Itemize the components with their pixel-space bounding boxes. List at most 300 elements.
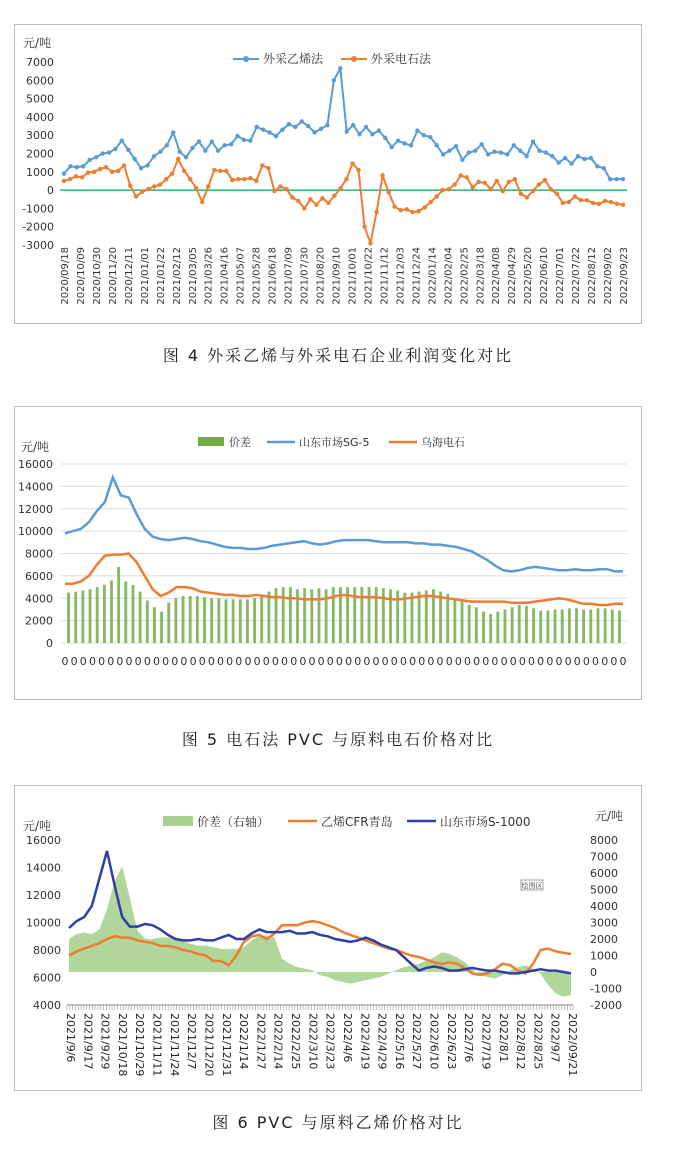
fig4-point-1 — [116, 169, 120, 173]
fig5-x-tick-label: 0 — [372, 655, 380, 668]
fig4-point-0 — [512, 143, 516, 147]
fig5-x-tick-label: 0 — [152, 655, 160, 668]
fig5-bar — [475, 607, 478, 643]
fig4-point-1 — [501, 189, 505, 193]
fig4-x-tick-label: 2022/02/25 — [459, 247, 471, 305]
fig4-point-0 — [325, 123, 329, 127]
fig5-x-tick-label: 0 — [162, 655, 170, 668]
fig4-point-0 — [152, 154, 156, 158]
fig5-x-tick-label: 0 — [335, 655, 343, 668]
fig4-point-0 — [203, 149, 207, 153]
fig5-x-tick-label: 0 — [445, 655, 453, 668]
fig6-x-tick-label: 2022/4/29 — [375, 1013, 389, 1070]
fig6-x-tick-label: 2021/9/17 — [81, 1013, 95, 1070]
fig4-point-0 — [524, 154, 528, 158]
fig4-point-0 — [197, 139, 201, 143]
fig4-point-0 — [235, 134, 239, 138]
fig6-y-tick-label-right: 8000 — [590, 834, 618, 847]
fig4-point-1 — [62, 179, 66, 183]
fig4-x-tick-label: 2021/05/07 — [235, 247, 247, 305]
fig4-point-1 — [86, 171, 90, 175]
fig6-x-tick-label: 2022/4/19 — [358, 1013, 372, 1070]
fig4-point-0 — [132, 157, 136, 161]
fig4-point-1 — [302, 206, 306, 210]
fig4-panel — [14, 24, 642, 324]
fig6-y-tick-label-right: 7000 — [590, 850, 618, 864]
fig4-caption: 图 4 外采乙烯与外采电石企业利润变化对比 — [162, 346, 514, 365]
fig4-point-0 — [608, 177, 612, 181]
fig5-x-tick-label: 0 — [463, 655, 471, 668]
fig4-point-0 — [563, 156, 567, 160]
fig4-point-1 — [158, 182, 162, 186]
fig4-point-1 — [398, 208, 402, 212]
fig5-legend-label-1: 山东市场SG-5 — [299, 436, 370, 449]
fig4-point-1 — [567, 200, 571, 204]
fig4-point-1 — [603, 199, 607, 203]
fig5-bar — [461, 602, 464, 643]
fig4-point-1 — [416, 209, 420, 213]
fig6-y-tick-label-right: 2000 — [590, 933, 618, 946]
fig5-bar — [511, 607, 514, 643]
fig4-point-1 — [386, 190, 390, 194]
fig5-x-tick-label: 0 — [134, 655, 142, 668]
fig4-point-0 — [229, 142, 233, 146]
fig4-point-1 — [182, 169, 186, 173]
fig4-y-tick-label: 3000 — [26, 129, 54, 143]
fig4-point-0 — [75, 165, 79, 169]
fig4-x-tick-label: 2021/03/26 — [203, 247, 215, 305]
fig4-point-1 — [110, 170, 114, 174]
fig5-series-line-2 — [65, 554, 623, 606]
fig4-point-1 — [549, 187, 553, 191]
fig4-point-1 — [254, 179, 258, 183]
fig4-x-tick-label: 2021/02/12 — [171, 247, 183, 305]
fig4-point-0 — [107, 150, 111, 154]
fig6-x-tick-label: 2021/11/24 — [167, 1013, 181, 1077]
fig6-y-tick-label-right: -1000 — [590, 982, 622, 996]
fig5-caption: 图 5 电石法 PVC 与原料电石价格对比 — [181, 730, 495, 749]
fig5-series-line-1 — [65, 477, 623, 571]
fig4-x-tick-label: 2022/07/22 — [571, 247, 583, 305]
fig5-x-tick-label: 0 — [180, 655, 188, 668]
fig5-bar — [253, 598, 256, 643]
fig6-x-tick-label: 2022/8/25 — [531, 1013, 545, 1070]
fig5-y-tick-label: 12000 — [18, 502, 53, 516]
fig5-bar — [260, 595, 263, 643]
fig4-chart — [15, 25, 641, 323]
fig6-unit-label-left: 元/吨 — [23, 819, 52, 833]
fig4-x-tick-label: 2021/01/22 — [155, 247, 167, 305]
fig4-legend-label-1: 外采电石法 — [371, 52, 432, 66]
fig4-point-1 — [326, 201, 330, 205]
fig5-bar — [303, 588, 306, 643]
fig5-x-tick-label: 0 — [226, 655, 234, 668]
fig4-point-0 — [190, 146, 194, 150]
fig5-bar — [382, 588, 385, 643]
fig4-point-1 — [440, 188, 444, 192]
fig5-bar — [589, 609, 592, 643]
fig5-x-tick-label: 0 — [518, 655, 526, 668]
fig4-point-0 — [357, 132, 361, 136]
fig4-point-0 — [332, 78, 336, 82]
fig4-point-1 — [98, 167, 102, 171]
fig4-point-0 — [479, 142, 483, 146]
fig5-bar — [360, 587, 363, 643]
fig4-point-1 — [74, 174, 78, 178]
fig5-x-tick-label: 0 — [235, 655, 243, 668]
fig5-x-tick-label: 0 — [509, 655, 517, 668]
fig6-legend-swatch-0 — [163, 816, 193, 826]
fig4-point-0 — [544, 150, 548, 154]
fig5-x-tick-label: 0 — [528, 655, 536, 668]
fig4-point-1 — [284, 187, 288, 191]
fig4-point-0 — [338, 66, 342, 70]
fig6-x-tick-label: 2022/5/27 — [410, 1013, 424, 1070]
fig4-point-1 — [404, 207, 408, 211]
fig5-x-tick-label: 0 — [79, 655, 87, 668]
fig4-x-tick-label: 2020/12/11 — [123, 247, 135, 305]
fig5-x-tick-label: 0 — [299, 655, 307, 668]
fig4-point-1 — [200, 200, 204, 204]
fig5-x-tick-label: 0 — [381, 655, 389, 668]
fig5-bar — [525, 606, 528, 643]
fig5-bar — [554, 609, 557, 643]
fig4-x-tick-label: 2022/04/29 — [507, 247, 519, 305]
fig4-point-0 — [120, 138, 124, 142]
fig5-x-tick-label: 0 — [482, 655, 490, 668]
fig6-caption: 图 6 PVC 与原料乙烯价格对比 — [212, 1113, 464, 1132]
fig5-bar — [539, 611, 542, 643]
fig5-bar — [482, 612, 485, 643]
fig4-point-0 — [312, 130, 316, 134]
fig4-point-0 — [473, 149, 477, 153]
fig4-point-1 — [573, 194, 577, 198]
fig5-bar — [418, 592, 421, 643]
fig4-x-tick-label: 2022/06/10 — [539, 247, 551, 305]
fig6-y-tick-label-left: 8000 — [33, 944, 61, 957]
fig5-bar — [203, 597, 206, 643]
fig4-point-0 — [550, 154, 554, 158]
fig4-point-0 — [409, 143, 413, 147]
fig5-bar — [110, 580, 113, 643]
fig5-x-tick-label: 0 — [555, 655, 563, 668]
fig4-point-1 — [410, 210, 414, 214]
fig5-y-tick-label: 0 — [46, 637, 53, 650]
fig5-x-tick-label: 0 — [363, 655, 371, 668]
fig6-panel — [14, 785, 642, 1091]
fig4-y-tick-label: -1000 — [22, 202, 54, 216]
fig4-point-0 — [621, 177, 625, 181]
fig5-x-tick-label: 0 — [436, 655, 444, 668]
fig4-point-0 — [402, 141, 406, 145]
fig5-bar — [618, 611, 621, 643]
fig5-x-tick-label: 0 — [564, 655, 572, 668]
fig4-point-1 — [519, 192, 523, 196]
fig4-point-0 — [441, 152, 445, 156]
fig4-point-0 — [377, 128, 381, 132]
fig4-point-0 — [158, 149, 162, 153]
fig5-x-tick-label: 0 — [619, 655, 627, 668]
fig4-point-1 — [465, 175, 469, 179]
fig5-bar — [89, 589, 92, 643]
fig5-bar — [217, 598, 220, 643]
fig4-point-0 — [88, 158, 92, 162]
fig4-point-1 — [332, 193, 336, 197]
fig4-point-0 — [293, 125, 297, 129]
fig5-x-tick-label: 0 — [454, 655, 462, 668]
fig4-point-1 — [579, 198, 583, 202]
fig5-legend-label-0: 价差 — [229, 436, 251, 449]
fig4-y-tick-label: 4000 — [26, 110, 54, 124]
fig6-y-tick-label-left: 16000 — [26, 834, 61, 847]
fig4-point-0 — [139, 166, 143, 170]
fig6-x-tick-label: 2021/9/6 — [64, 1013, 77, 1063]
fig4-point-1 — [344, 177, 348, 181]
fig5-bar — [225, 599, 228, 643]
fig4-point-1 — [543, 178, 547, 182]
fig4-point-1 — [525, 195, 529, 199]
fig4-point-0 — [499, 150, 503, 154]
fig6-x-tick-label: 2022/9/7 — [548, 1013, 562, 1063]
fig4-point-0 — [595, 164, 599, 168]
fig4-x-tick-label: 2021/11/12 — [379, 247, 391, 305]
fig4-point-1 — [152, 184, 156, 188]
fig4-point-1 — [80, 175, 84, 179]
fig6-y-tick-label-right: 6000 — [590, 867, 618, 880]
fig4-point-0 — [100, 151, 104, 155]
fig6-x-tick-label: 2022/7/6 — [462, 1013, 476, 1063]
fig5-x-tick-label: 0 — [345, 655, 353, 668]
fig5-x-tick-label: 0 — [107, 655, 115, 668]
fig4-point-1 — [230, 178, 234, 182]
fig4-point-1 — [446, 187, 450, 191]
fig5-unit-label: 元/吨 — [21, 440, 50, 454]
fig6-x-tick-label: 2022/1/27 — [254, 1013, 268, 1070]
fig4-point-0 — [94, 155, 98, 159]
fig4-point-1 — [489, 187, 493, 191]
fig5-bar — [561, 609, 564, 643]
fig4-point-0 — [415, 128, 419, 132]
fig6-annotation: 绘图区 — [521, 882, 543, 890]
fig4-point-0 — [319, 127, 323, 131]
fig5-y-tick-label: 6000 — [25, 569, 53, 583]
fig4-point-0 — [171, 130, 175, 134]
fig5-bar — [239, 599, 242, 643]
fig5-bar — [196, 596, 199, 643]
fig4-point-1 — [591, 201, 595, 205]
fig5-x-tick-label: 0 — [601, 655, 609, 668]
fig4-point-0 — [589, 156, 593, 160]
fig4-point-0 — [389, 145, 393, 149]
fig4-point-0 — [518, 149, 522, 153]
fig4-point-0 — [113, 147, 117, 151]
fig5-x-tick-label: 0 — [70, 655, 78, 668]
fig6-x-tick-label: 2022/09/21 — [566, 1013, 579, 1077]
fig5-x-tick-label: 0 — [116, 655, 124, 668]
fig5-bar — [282, 587, 285, 643]
fig5-bar — [453, 598, 456, 643]
fig6-x-tick-label: 2021/12/20 — [202, 1013, 216, 1077]
fig5-bar — [582, 609, 585, 643]
fig4-unit-label: 元/吨 — [23, 36, 52, 50]
fig6-y-tick-label-left: 10000 — [26, 916, 61, 930]
fig5-bar — [425, 590, 428, 643]
fig4-point-1 — [531, 189, 535, 193]
fig5-bar — [375, 587, 378, 643]
fig4-x-tick-label: 2021/10/22 — [363, 247, 375, 305]
fig5-bar — [403, 593, 406, 643]
fig4-point-1 — [368, 241, 372, 245]
fig4-legend-marker-1 — [351, 56, 357, 62]
fig5-bar — [246, 599, 249, 643]
fig5-x-tick-label: 0 — [326, 655, 334, 668]
fig4-point-1 — [555, 192, 559, 196]
fig4-x-tick-label: 2022/07/01 — [555, 247, 567, 305]
fig4-point-1 — [164, 177, 168, 181]
fig6-y-tick-label-right: 4000 — [590, 900, 618, 913]
fig4-x-tick-label: 2022/02/04 — [443, 247, 455, 305]
fig4-point-0 — [576, 154, 580, 158]
fig5-x-tick-label: 0 — [317, 655, 325, 668]
fig5-y-tick-label: 16000 — [18, 458, 53, 471]
fig4-point-1 — [314, 203, 318, 207]
fig4-point-0 — [255, 125, 259, 129]
fig4-point-1 — [374, 210, 378, 214]
fig6-x-tick-label: 2021/12/31 — [219, 1013, 233, 1077]
fig4-point-1 — [609, 200, 613, 204]
fig4-point-1 — [290, 195, 294, 199]
fig6-unit-label-right: 元/吨 — [595, 809, 624, 823]
fig5-bar — [67, 593, 70, 643]
fig4-point-0 — [248, 138, 252, 142]
fig5-x-tick-label: 0 — [308, 655, 316, 668]
fig5-x-tick-label: 0 — [207, 655, 215, 668]
fig5-bar — [496, 612, 499, 643]
fig4-point-0 — [428, 135, 432, 139]
fig6-x-tick-label: 2022/8/1 — [496, 1013, 510, 1063]
fig4-point-0 — [216, 149, 220, 153]
fig5-x-tick-label: 0 — [290, 655, 298, 668]
fig4-point-0 — [447, 149, 451, 153]
fig4-point-1 — [242, 177, 246, 181]
fig5-bar — [504, 609, 507, 643]
fig4-point-1 — [188, 177, 192, 181]
fig4-point-0 — [454, 144, 458, 148]
fig6-x-tick-label: 2022/2/14 — [271, 1013, 285, 1070]
fig4-point-0 — [569, 161, 573, 165]
fig6-y-tick-label-right: 5000 — [590, 883, 618, 897]
fig6-x-tick-label: 2021/10/18 — [115, 1013, 129, 1077]
fig4-point-0 — [345, 129, 349, 133]
fig5-bar — [446, 594, 449, 643]
fig6-y-tick-label-right: -2000 — [590, 999, 622, 1012]
fig4-point-1 — [278, 184, 282, 188]
fig4-x-tick-label: 2022/04/08 — [491, 247, 503, 305]
fig4-point-0 — [81, 164, 85, 168]
fig4-point-0 — [184, 155, 188, 159]
fig6-legend-label-1: 乙烯CFR青岛 — [321, 815, 393, 829]
fig5-bar — [189, 596, 192, 643]
fig6-y-tick-label-left: 14000 — [26, 861, 61, 875]
fig4-point-1 — [597, 202, 601, 206]
fig6-y-tick-label-left: 4000 — [33, 999, 61, 1012]
fig5-y-tick-label: 10000 — [18, 525, 53, 539]
fig4-point-1 — [134, 194, 138, 198]
fig5-chart — [15, 407, 641, 699]
fig4-point-1 — [92, 170, 96, 174]
fig4-point-1 — [296, 199, 300, 203]
fig4-point-1 — [128, 183, 132, 187]
fig4-point-1 — [338, 186, 342, 190]
fig4-x-tick-label: 2021/12/24 — [411, 247, 423, 305]
fig4-point-1 — [428, 200, 432, 204]
fig4-point-1 — [104, 165, 108, 169]
fig5-x-tick-label: 0 — [573, 655, 581, 668]
fig4-point-0 — [165, 143, 169, 147]
fig4-y-tick-label: -3000 — [22, 239, 54, 252]
fig6-y-tick-label-right: 3000 — [590, 916, 618, 930]
fig5-x-tick-label: 0 — [399, 655, 407, 668]
fig6-x-tick-label: 2022/7/19 — [479, 1013, 493, 1070]
fig5-bar — [232, 599, 235, 643]
fig5-bar — [81, 590, 84, 643]
fig4-point-0 — [306, 124, 310, 128]
fig4-point-1 — [513, 177, 517, 181]
fig5-y-tick-label: 4000 — [25, 592, 53, 606]
fig5-bar — [532, 608, 535, 643]
fig4-x-tick-label: 2021/04/16 — [219, 247, 231, 305]
fig6-y-tick-label-right: 0 — [590, 966, 597, 979]
fig6-x-tick-label: 2021/12/7 — [185, 1013, 199, 1070]
fig4-point-0 — [145, 163, 149, 167]
fig4-point-1 — [380, 173, 384, 177]
fig5-x-tick-label: 0 — [88, 655, 96, 668]
fig5-bar — [368, 587, 371, 643]
fig4-legend-label-0: 外采乙烯法 — [263, 52, 324, 66]
fig6-x-tick-label: 2022/3/10 — [306, 1013, 320, 1070]
fig4-point-1 — [615, 202, 619, 206]
fig4-y-tick-label: 5000 — [26, 92, 54, 106]
fig5-bar — [174, 598, 177, 643]
fig4-x-tick-label: 2022/03/18 — [475, 247, 487, 305]
fig5-bar — [289, 587, 292, 643]
fig4-x-tick-label: 2020/09/18 — [60, 247, 71, 305]
fig4-series-line-1 — [64, 159, 623, 243]
fig5-bar — [124, 581, 127, 643]
fig4-point-1 — [194, 186, 198, 190]
fig4-point-0 — [434, 143, 438, 147]
fig5-x-tick-label: 0 — [390, 655, 398, 668]
fig5-y-tick-label: 8000 — [25, 547, 53, 561]
fig4-point-1 — [471, 185, 475, 189]
fig5-x-tick-label: 0 — [143, 655, 151, 668]
fig5-x-tick-label: 0 — [427, 655, 435, 668]
fig5-bar — [103, 585, 106, 643]
fig4-point-0 — [261, 128, 265, 132]
fig4-y-tick-label: 7000 — [26, 56, 54, 69]
fig5-bar — [411, 593, 414, 643]
fig5-bar — [132, 585, 135, 643]
fig5-bar — [611, 609, 614, 643]
fig4-point-1 — [356, 168, 360, 172]
fig4-point-1 — [320, 196, 324, 200]
fig5-x-tick-label: 0 — [354, 655, 362, 668]
fig5-bar — [575, 608, 578, 643]
fig4-point-1 — [350, 161, 354, 165]
fig5-bar — [546, 611, 549, 643]
fig4-point-0 — [364, 125, 368, 129]
fig5-x-tick-label: 0 — [418, 655, 426, 668]
